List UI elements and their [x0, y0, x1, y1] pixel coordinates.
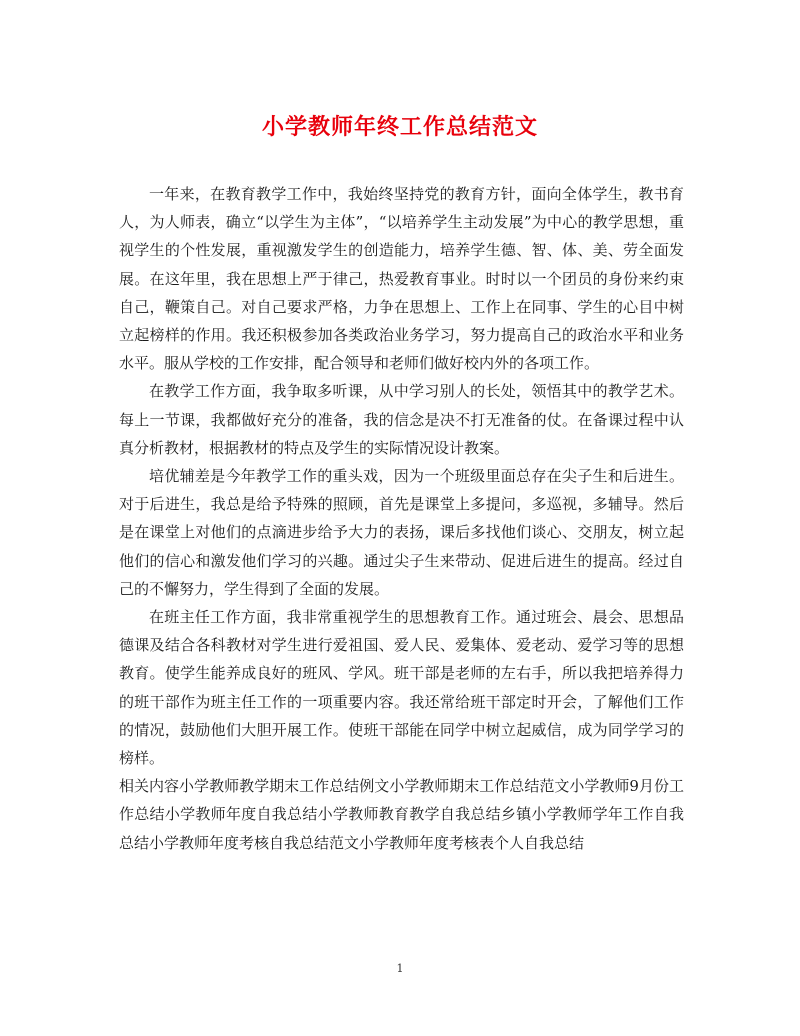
paragraph-3: 培优辅差是今年教学工作的重头戏，因为一个班级里面总存在尖子生和后进生。对于后进生，我总是给予特殊的照顾，首先是课堂上多提问，多巡视，多辅导。然后是在课堂上对他们的点滴进步给予大力的表扬，课后多找他们谈心、交朋友，树立起他们的信心和激发他们学习的兴趣。通过尖子生来带动、促进后进生的提高。经过自己的不懈努力，学生得到了全面的发展。 [119, 467, 684, 598]
related-content: 相关内容小学教师教学期末工作总结例文小学教师期末工作总结范文小学教师9月份工作总结小学教师年度自我总结小学教师教育教学自我总结乡镇小学教师学年工作自我总结小学教师年度考核自我总结范文小学教师年度考核表个人自我总结 [119, 777, 684, 852]
document-body [119, 180, 684, 857]
page-number: 1 [396, 962, 404, 975]
document-title: 小学教师年终工作总结范文 [261, 114, 538, 140]
paragraph-2: 在教学工作方面，我争取多听课，从中学习别人的长处，领悟其中的教学艺术。每上一节课，我都做好充分的准备，我的信念是决不打无准备的仗。在备课过程中认真分析教材，根据教材的特点及学生的实际情况设计教案。 [119, 382, 684, 457]
paragraph-1: 一年来，在教育教学工作中，我始终坚持党的教育方针，面向全体学生，教书育人，为人师表，确立“以学生为主体”，“以培养学生主动发展”为中心的教学思想，重视学生的个性发展，重视激发学生的创造能力，培养学生德、智、体、美、劳全面发展。在这年里，我在思想上严于律己，热爱教育事业。时时以一个团员的身份来约束自己，鞭策自己。对自己要求严格，力争在思想上、工作上在同事、学生的心目中树立起榜样的作用。我还积极参加各类政治业务学习，努力提高自己的政治水平和业务水平。服从学校的工作安排，配合领导和老师们做好校内外的各项工作。 [119, 185, 684, 373]
paragraph-4: 在班主任工作方面，我非常重视学生的思想教育工作。通过班会、晨会、思想品德课及结合各科教材对学生进行爱祖国、爱人民、爱集体、爱老动、爱学习等的思想教育。使学生能养成良好的班风、学风。班干部是老师的左右手，所以我把培养得力的班干部作为班主任工作的一项重要内容。我还常给班干部定时开会，了解他们工作的情况，鼓励他们大胆开展工作。使班干部能在同学中树立起威信，成为同学学习的榜样。 [119, 608, 684, 768]
